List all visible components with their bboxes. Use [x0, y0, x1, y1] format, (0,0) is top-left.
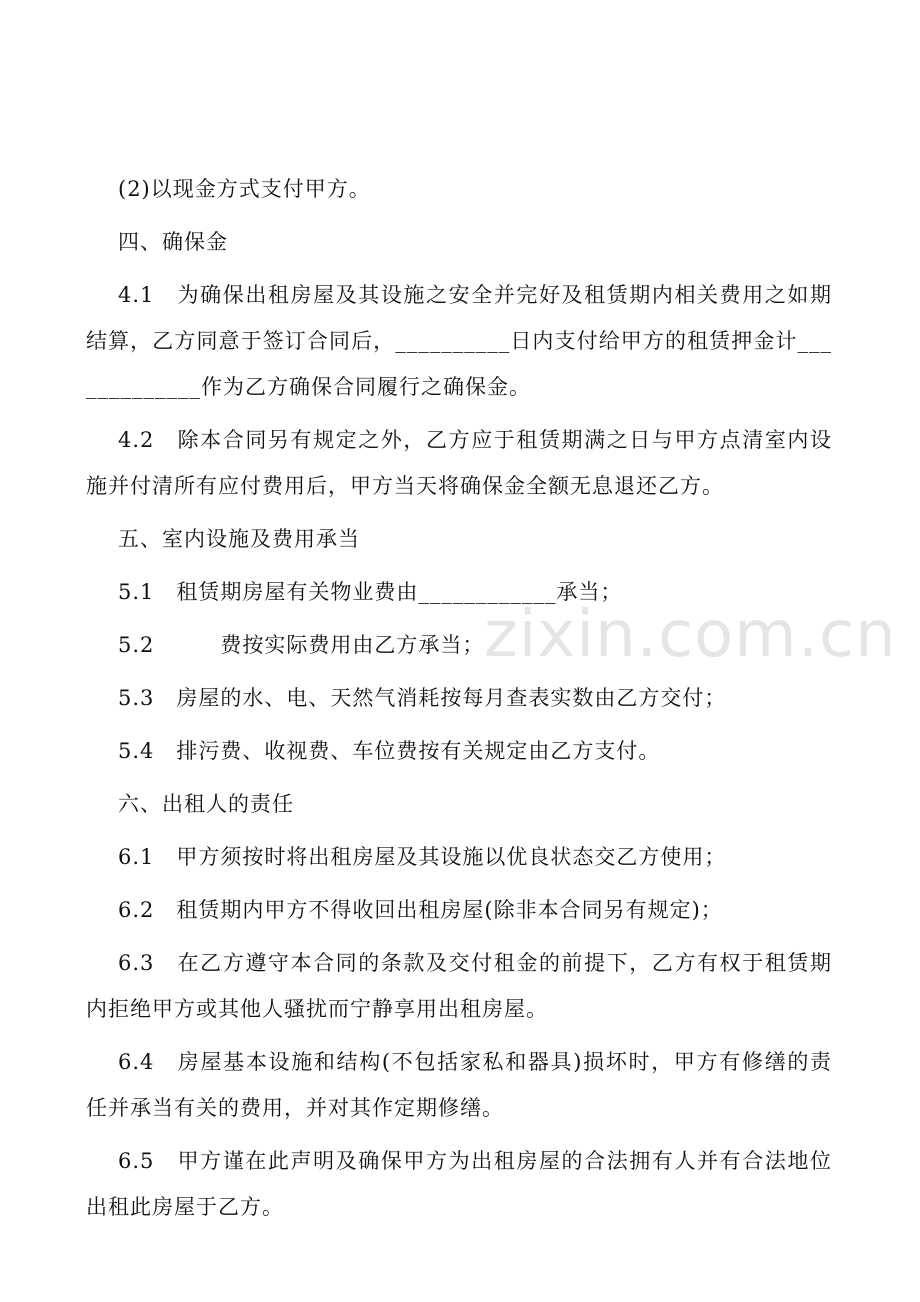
clause-4-1: 4.1 为确保出租房屋及其设施之安全并完好及租赁期内相关费用之如期结算，乙方同意于签订合同后，__________日内支付给甲方的租赁押金计_____________作为乙方确保合同履行之确保金。: [86, 283, 832, 399]
heading-section-6: 六、出租人的责任: [118, 792, 294, 816]
contract-body: [86, 166, 832, 1237]
clause-6-4: 6.4 房屋基本设施和结构(不包括家私和器具)损坏时，甲方有修缮的责任并承当有关的费用，并对其作定期修缮。: [86, 1050, 832, 1120]
watermark: zixin.com.cn: [484, 598, 897, 672]
heading-section-4: 四、确保金: [118, 230, 228, 254]
clause-6-2: 6.2 租赁期内甲方不得收回出租房屋(除非本合同另有规定)；: [118, 898, 723, 922]
clause-4-2: 4.2 除本合同另有规定之外，乙方应于租赁期满之日与甲方点清室内设施并付清所有应付费用后，甲方当天将确保金全额无息退还乙方。: [86, 428, 832, 498]
paragraph-payment-method: (2)以现金方式支付甲方。: [118, 177, 371, 201]
clause-5-3: 5.3 房屋的水、电、天然气消耗按每月查表实数由乙方交付；: [118, 686, 727, 710]
heading-section-5: 五、室内设施及费用承当: [118, 527, 360, 551]
clause-6-1: 6.1 甲方须按时将出租房屋及其设施以优良状态交乙方使用；: [118, 845, 727, 869]
clause-5-2: 5.2 费按实际费用由乙方承当；: [118, 633, 485, 657]
clause-5-1: 5.1 租赁期房屋有关物业费由____________承当；: [118, 580, 623, 604]
clause-6-5: 6.5 甲方谨在此声明及确保甲方为出租房屋的合法拥有人并有合法地位出租此房屋于乙方。: [86, 1149, 832, 1219]
clause-6-3: 6.3 在乙方遵守本合同的条款及交付租金的前提下，乙方有权于租赁期内拒绝甲方或其他人骚扰而宁静享用出租房屋。: [86, 951, 832, 1021]
clause-5-4: 5.4 排污费、收视费、车位费按有关规定由乙方支付。: [118, 739, 661, 763]
